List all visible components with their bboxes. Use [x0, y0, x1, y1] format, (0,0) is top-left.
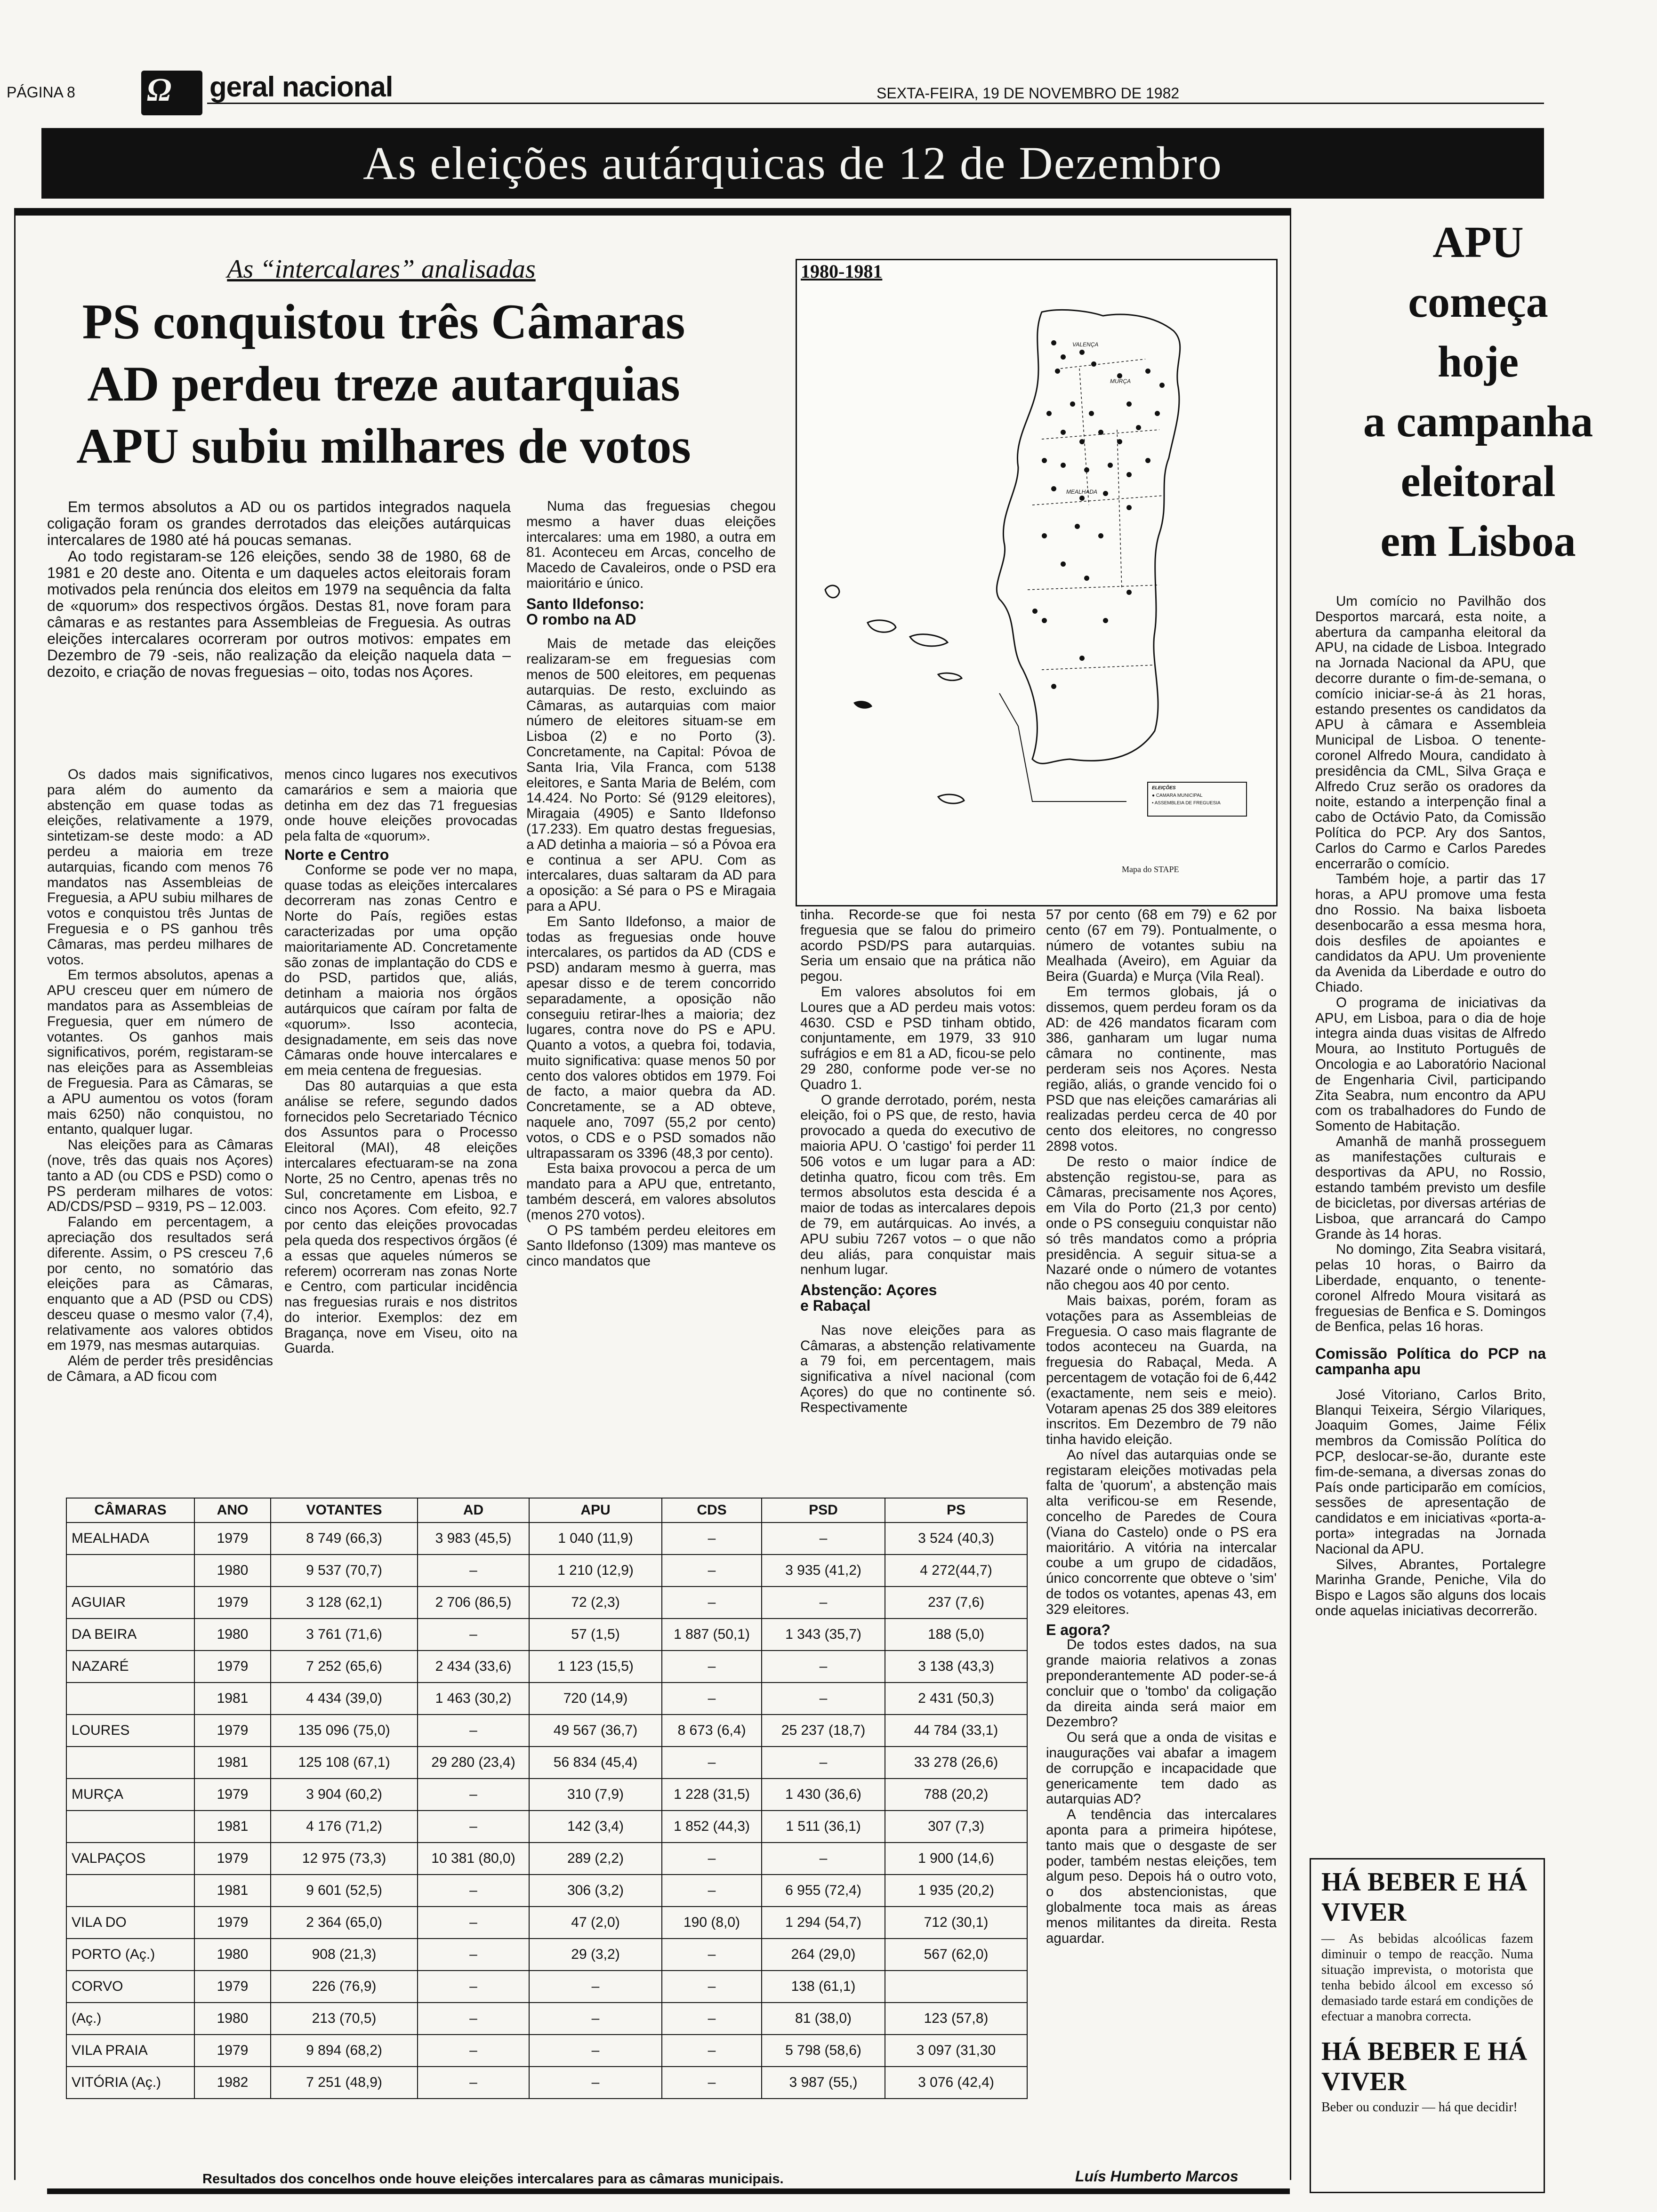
table-cell: –	[762, 1523, 885, 1555]
table-cell	[66, 1683, 194, 1715]
table-cell: 142 (3,4)	[529, 1811, 662, 1843]
table-cell: 720 (14,9)	[529, 1683, 662, 1715]
table-header-cell: PS	[885, 1498, 1027, 1523]
table-cell: 4 434 (39,0)	[271, 1683, 418, 1715]
col3-subhead-line-2: O rombo na AD	[526, 610, 636, 628]
article-col-2	[284, 767, 517, 1356]
table-row	[66, 1715, 1027, 1747]
col3-para: Em Santo Ildefonso, a maior de todas as freguesias onde houve intercalares, os partidos da AD (CDS e PSD) andaram mesmo à guerra, mas apesar disso e de terem concorrido separadamente, a oposição não conseguiu retirar-lhes a maioria; dez lugares, contra nove do PS e APU. Quanto a votos, a quebra foi, todavia, muito significativa: quase menos 50 por cento dos valores obtidos em 1979. Foi de facto, a maior quebra da AD. Concretamente, se a AD obteve, naquele ano, 7097 (55,2 por cento) votos, o CDS e o PSD somados não ultrapassaram os 3396 (48,3 por cento).	[526, 914, 776, 1161]
col1-para: Em termos absolutos, apenas a APU cresceu quer em número de mandatos para as Assembleias de Freguesia, quer em número de votantes. Os ganhos mais significativos, porém, registaram-se nas eleições para as Assembleias de Freguesia. Para as Câmaras, se a APU aumentou os votos (foram mais 6250) não conquistou, no entanto, qualquer lugar.	[47, 967, 273, 1138]
table-cell: 1 852 (44,3)	[662, 1811, 762, 1843]
table-cell: –	[762, 1747, 885, 1779]
table-cell: 2 434 (33,6)	[418, 1651, 529, 1683]
col4-subhead-line-1: Abstenção: Açores	[800, 1282, 937, 1299]
map-label: VALENÇA	[1072, 341, 1099, 348]
table-cell: 2 706 (86,5)	[418, 1587, 529, 1619]
table-cell: 3 097 (31,30	[885, 2035, 1027, 2067]
side-para: Um comício no Pavilhão dos Desportos marcará, esta noite, a abertura da campanha eleitoral da APU, na cidade de Lisboa. Integrado na Jornada Nacional da APU, que decorre durante o fim-de-semana, o comício iniciar-se-á às 21 horas, estando presentes os candidatos da APU à câmara e Assembleia Municipal de Lisboa. O tenente-coronel Alfredo Moura, candidato à presidência da CML, Silva Graça e Alfredo Cruz serão os oradores da noite, estando a interpenção final a cabo de Octávio Pato, da Comissão Política do PCP. Ary dos Santos, Carlos do Carmo e Carlos Paredes encerrarão o comício.	[1315, 593, 1546, 872]
table-cell: 8 749 (66,3)	[271, 1523, 418, 1555]
table-cell: 1 040 (11,9)	[529, 1523, 662, 1555]
map-credit: Mapa do STAPE	[1122, 865, 1179, 874]
table-cell: –	[662, 2003, 762, 2035]
col2-subhead: Norte e Centro	[284, 846, 389, 863]
table-cell: 9 894 (68,2)	[271, 2035, 418, 2067]
table-cell: 10 381 (80,0)	[418, 1843, 529, 1875]
article-col-3	[526, 499, 776, 1269]
table-cell: PORTO (Aç.)	[66, 1939, 194, 1971]
side-headline-line: em Lisboa	[1380, 517, 1576, 566]
table-cell: VILA PRAIA	[66, 2035, 194, 2067]
table-cell: 3 935 (41,2)	[762, 1555, 885, 1587]
table-row	[66, 1523, 1027, 1555]
table-cell: –	[662, 1971, 762, 2003]
col2-para: menos cinco lugares nos executivos camarários e sem a maioria que detinha em dez das 71 freguesias onde houve eleições provocadas pela falta de «quorum».	[284, 767, 517, 844]
col5-para: De resto o maior índice de abstenção registou-se, para as Câmaras, precisamente nos Açores, em Vila do Porto (21,3 por cento) onde o PS conseguiu conquistar não só três mandatos como a própria presidência. A seguir situa-se a Nazaré onde o número de votantes não chegou aos 40 por cento.	[1046, 1154, 1277, 1293]
article-col-4	[800, 907, 1036, 1416]
table-cell: 1 343 (35,7)	[762, 1619, 885, 1651]
headline	[38, 291, 730, 477]
headline-line-3: APU subiu milhares de votos	[76, 418, 691, 473]
table-cell: –	[762, 1683, 885, 1715]
table-cell	[885, 1971, 1027, 2003]
map-azores-4	[938, 673, 962, 680]
table-cell: –	[418, 1715, 529, 1747]
table-cell: –	[418, 1971, 529, 2003]
table-cell: 237 (7,6)	[885, 1587, 1027, 1619]
table-cell: 226 (76,9)	[271, 1971, 418, 2003]
col1-para: Nas eleições para as Câmaras (nove, três das quais nos Açores) tanto a AD (ou CDS e PSD) como o PS perderam milhares de votos: AD/CDS/PSD – 9319, PS – 12.003.	[47, 1137, 273, 1215]
table-cell: 7 252 (65,6)	[271, 1651, 418, 1683]
table-cell: 289 (2,2)	[529, 1843, 662, 1875]
table-cell: 1979	[194, 1907, 271, 1939]
table-header-cell: CÂMARAS	[66, 1498, 194, 1523]
table-cell: 567 (62,0)	[885, 1939, 1027, 1971]
table-cell: 1981	[194, 1683, 271, 1715]
col4-subhead	[800, 1282, 1036, 1314]
table-cell: –	[762, 1651, 885, 1683]
table-cell: –	[662, 1843, 762, 1875]
table-cell: MURÇA	[66, 1779, 194, 1811]
table-cell: 1980	[194, 1939, 271, 1971]
col5-para: Ou será que a onda de visitas e inaugurações vai abafar a imagem de corrupção e incapacidade que genericamente tem dado as autarquias AD?	[1046, 1730, 1277, 1807]
table-row	[66, 1971, 1027, 2003]
table-cell: –	[418, 1779, 529, 1811]
headline-line-2: AD perdeu treze autarquias	[87, 356, 680, 411]
side-headline-line: começa	[1408, 278, 1548, 327]
frame-left	[14, 208, 16, 2180]
table-cell: 1 210 (12,9)	[529, 1555, 662, 1587]
table-cell: 1 463 (30,2)	[418, 1683, 529, 1715]
table-cell: 1980	[194, 1555, 271, 1587]
table-cell: 1980	[194, 1619, 271, 1651]
table-cell: 1979	[194, 1843, 271, 1875]
table-cell: 8 673 (6,4)	[662, 1715, 762, 1747]
table-row	[66, 1619, 1027, 1651]
table-cell: –	[662, 1523, 762, 1555]
table-cell: 1 900 (14,6)	[885, 1843, 1027, 1875]
table-cell: 1 935 (20,2)	[885, 1875, 1027, 1907]
table-cell	[66, 1555, 194, 1587]
table-cell: MEALHADA	[66, 1523, 194, 1555]
table-cell: –	[529, 2003, 662, 2035]
col5-para: Em termos globais, já o dissemos, quem perdeu foram os da AD: de 426 mandatos ficaram com 386, ganharam um lugar numa câmara no continente, mas perderam seis nos Açores. Nesta região, aliás, o grande vencido foi o PSD que nas eleições camarárias ali realizadas perdeu cerca de 40 por cento dos eleitores, no congresso 2898 votos.	[1046, 984, 1277, 1154]
map-azores-3	[910, 634, 948, 646]
table-cell: –	[529, 2035, 662, 2067]
map-legend-item: • ASSEMBLEIA DE FREGUESIA	[1152, 801, 1221, 806]
table-cell	[66, 1747, 194, 1779]
section-logo-mark: Ω	[147, 72, 172, 108]
table-cell	[66, 1875, 194, 1907]
map-legend-title: ELEIÇÕES	[1152, 785, 1176, 791]
table-row	[66, 1747, 1027, 1779]
table-row	[66, 1683, 1027, 1715]
table-cell: –	[662, 1651, 762, 1683]
map-ocean-border	[999, 693, 1126, 801]
col4-subhead-line-2: e Rabaçal	[800, 1297, 871, 1314]
table-row	[66, 1779, 1027, 1811]
table-cell: 3 128 (62,1)	[271, 1587, 418, 1619]
col5-para: Mais baixas, porém, foram as votações para as Assembleias de Freguesia. O caso mais flagrante de todos aconteceu na Guarda, na freguesia do Rabaçal, Meda. A percentagem de votação foi de 6,442 (exactamente, nem seis e meio). Votaram apenas 25 dos 389 eleitores inscritos. Em Dezembro de 79 não tinha havido eleição.	[1046, 1292, 1277, 1448]
table-cell: 81 (38,0)	[762, 2003, 885, 2035]
table-cell: –	[662, 1587, 762, 1619]
col4-para: Em valores absolutos foi em Loures que a AD perdeu mais votos: 4630. CSD e PSD tinham obtido, conjuntamente, em 1979, 33 910 sufrágios e em 81 a AD, ficou-se pelo 29 280, conforme pode ver-se no Quadro 1.	[800, 984, 1036, 1092]
map-azores-1	[825, 585, 839, 598]
headline-line-1: PS conquistou três Câmaras	[82, 294, 685, 349]
col5-subhead: E agora?	[1046, 1621, 1110, 1638]
map-madeira	[938, 794, 964, 803]
lead-para-2: Ao todo registaram-se 126 eleições, sendo 38 de 1980, 68 de 1981 e 20 deste ano. Oitenta e um daqueles actos eleitorais foram motivados pela renúncia dos eleitos em 1979 na sequência da falta de «quorum» dos respectivos órgãos. Destas 81, nove foram para câmaras e as restantes para Assembleias de Freguesia. As outras eleições intercalares ocorreram por outros motivos: empates em Dezembro de 79 -seis, não realização da eleição naquela data – dezoito, e criação de novas freguesias – oito, todas nos Açores.	[47, 548, 511, 680]
table-cell: 57 (1,5)	[529, 1619, 662, 1651]
frame-right	[1290, 208, 1291, 2180]
table-row	[66, 2003, 1027, 2035]
table-cell: 1 228 (31,5)	[662, 1779, 762, 1811]
table-row	[66, 1651, 1027, 1683]
table-cell: 2 431 (50,3)	[885, 1683, 1027, 1715]
col4-para: O grande derrotado, porém, nesta eleição, foi o PS que, de resto, havia provocado a queda do executivo de maioria APU. O 'castigo' foi perder 11 506 votos e um lugar para a AD: detinha quatro, ficou com três. Em termos absolutos esta descida é a maior de todas as intercalares depois de 79, em autárquicas. Ao invés, a APU subiu 7267 votos – o que não deu aliás, para conquistar mais nenhum lugar.	[800, 1092, 1036, 1278]
ad-text: Beber ou conduzir — há que decidir!	[1321, 2100, 1518, 2115]
table-cell: 7 251 (48,9)	[271, 2067, 418, 2099]
table-cell: 3 524 (40,3)	[885, 1523, 1027, 1555]
col3-para: Numa das freguesias chegou mesmo a haver duas eleições intercalares: uma em 1980, a outra em 81. Aconteceu em Arcas, concelho de Macedo de Cavaleiros, onde o PSD era maioritário e único.	[526, 498, 776, 591]
table-header-cell: PSD	[762, 1498, 885, 1523]
table-row	[66, 1587, 1027, 1619]
table-cell: 4 272(44,7)	[885, 1555, 1027, 1587]
issue-date: SEXTA-FEIRA, 19 DE NOVEMBRO DE 1982	[877, 85, 1180, 102]
ad-box	[1310, 1858, 1545, 2193]
table-cell: 1981	[194, 1747, 271, 1779]
results-table	[66, 1498, 1028, 2099]
table-cell: 49 567 (36,7)	[529, 1715, 662, 1747]
table-cell: 3 076 (42,4)	[885, 2067, 1027, 2099]
side-article	[1315, 594, 1546, 1619]
table-cell: 1979	[194, 1651, 271, 1683]
table-cell: 1979	[194, 1523, 271, 1555]
side-subhead: Comissão Política do PCP na campanha apu	[1315, 1345, 1546, 1378]
table-cell: 9 601 (52,5)	[271, 1875, 418, 1907]
table-cell: 12 975 (73,3)	[271, 1843, 418, 1875]
map-title: 1980-1981	[801, 261, 883, 282]
table-cell: VITÓRIA (Aç.)	[66, 2067, 194, 2099]
table-row	[66, 1555, 1027, 1587]
col5-para: Ao nível das autarquias onde se registaram eleições motivadas pela falta de 'quorum', a abstenção mais alta verificou-se em Resende, concelho de Paredes de Coura (Viana do Castelo) onde o PS era maioritário. A vitória na intercalar coube a um grupo de cidadãos, único concorrente que obteve o 'sim' de todos os votantes, apenas 43, em 329 eleitores.	[1046, 1447, 1277, 1617]
map-label: MEALHADA	[1066, 489, 1098, 495]
col1-para: Falando em percentagem, a apreciação dos resultados será diferente. Assim, o PS cresceu 7,6 por cento, no somatório das eleições para as Câmaras, enquanto que a AD (PSD ou CDS) desceu quase o mesmo valor (7,4), relativamente aos valores obtidos em 1979, nas mesmas autarquias.	[47, 1214, 273, 1354]
table-cell: 1979	[194, 1971, 271, 2003]
table-header-cell: ANO	[194, 1498, 271, 1523]
table-cell: 72 (2,3)	[529, 1587, 662, 1619]
table-cell: CORVO	[66, 1971, 194, 2003]
table-cell: –	[418, 2067, 529, 2099]
table-cell: 307 (7,3)	[885, 1811, 1027, 1843]
col2-para: Conforme se pode ver no mapa, quase todas as eleições intercalares decorreram nas zonas Centro e Norte do País, regiões estas caracterizadas por uma opção maioritariamente AD. Concretamente são zonas de implantação do CDS e do PSD, partidos que, aliás, detinham a maioria nos órgãos autárquicos que caíram por falta de «quorum». Isso acontecia, designadamente, em seis das nove Câmaras onde houve intercalares e em meia centena de freguesias.	[284, 862, 517, 1079]
col5-para: De todos estes dados, na sua grande maioria relativos a zonas preponderantemente AD poder-se-á concluir que o 'tombo' da coligação da direita ainda será maior em Dezembro?	[1046, 1637, 1277, 1730]
table-cell: 1979	[194, 1587, 271, 1619]
col5-para: 57 por cento (68 em 79) e 62 por cento (67 em 79). Pontualmente, o número de votantes subiu na Mealhada (Aveiro), em Aguiar da Beira (Guarda) e Murça (Vila Real).	[1046, 907, 1277, 985]
table-cell: –	[529, 1971, 662, 2003]
table-cell: 3 904 (60,2)	[271, 1779, 418, 1811]
table-cell: –	[529, 2067, 662, 2099]
table-cell: 1 123 (15,5)	[529, 1651, 662, 1683]
col3-para: O PS também perdeu eleitores em Santo Ildefonso (1309) mas manteve os cinco mandatos que	[526, 1222, 776, 1269]
table-cell: 5 798 (58,6)	[762, 2035, 885, 2067]
bottom-rule	[47, 2188, 1290, 2194]
table-cell: 29 (3,2)	[529, 1939, 662, 1971]
table-cell: –	[418, 2003, 529, 2035]
map-legend	[1147, 782, 1247, 817]
table-row	[66, 2035, 1027, 2067]
table-cell: 310 (7,9)	[529, 1779, 662, 1811]
map-azores-5	[853, 701, 872, 709]
table-cell: 712 (30,1)	[885, 1907, 1027, 1939]
article-col-1	[47, 767, 273, 1385]
side-para: Amanhã de manhã prosseguem as manifestações culturais e desportivas da APU, no Rossio, estando também previsto um desfile de bicicletas, por diversas artérias de Lisboa, que arrancará do Campo Grande às 14 horas.	[1315, 1133, 1546, 1242]
side-para: Silves, Abrantes, Portalegre Marinha Grande, Peniche, Vila do Bispo e Lagos são alguns dos locais onde aquelas iniciativas decorrerão.	[1315, 1556, 1546, 1619]
table-caption: Resultados dos concelhos onde houve eleições intercalares para as câmaras municipais.	[202, 2172, 784, 2187]
table-cell: 788 (20,2)	[885, 1779, 1027, 1811]
col5-para: A tendência das intercalares aponta para a primeira hipótese, tanto mais que o desgaste de ser poder, também nestas eleições, tem algum peso. Depois há o outro voto, o dos abstencionistas, que globalmente toca mais as áreas menos militantes da direita. Resta aguardar.	[1046, 1807, 1277, 1946]
table-cell: –	[762, 1843, 885, 1875]
table-header-cell: APU	[529, 1498, 662, 1523]
table-cell: 1981	[194, 1811, 271, 1843]
table-cell: –	[662, 1747, 762, 1779]
table-cell: –	[418, 1939, 529, 1971]
col2-para: Das 80 autarquias a que esta análise se refere, segundo dados fornecidos pelo Secretariado Técnico dos Assuntos para o Processo Eleitoral (MAI), 48 eleições intercalares efectuaram-se na zona Norte, 25 no Centro, apenas três no Sul, concretamente em Lisboa, e cinco nos Açores. Com efeito, 92.7 por cento das eleições provocadas pela queda dos respectivos órgãos (é a essas que aqueles números se referem) ocorreram nas zonas Norte e Centro, com particular incidência nas freguesias rurais e nos distritos do interior. Exemplos: dez em Bragança, nove em Viseu, oito na Guarda.	[284, 1078, 517, 1356]
table-header-cell: CDS	[662, 1498, 762, 1523]
table-cell: (Aç.)	[66, 2003, 194, 2035]
col4-para: tinha. Recorde-se que foi nesta freguesia que se falou do primeiro acordo PSD/PS para autarquias. Seria um ensaio que na prática não pegou.	[800, 907, 1036, 985]
table-cell: 1 430 (36,6)	[762, 1779, 885, 1811]
map-mainland-outline	[997, 310, 1180, 763]
table-cell: 264 (29,0)	[762, 1939, 885, 1971]
table-cell: –	[762, 1587, 885, 1619]
table-cell: 3 761 (71,6)	[271, 1619, 418, 1651]
ad-text: — As bebidas alcoólicas fazem diminuir o tempo de reacção. Numa situação imprevista, o motorista que tenha bebido álcool em excesso só demasiado tarde estará em condições de efectuar a manobra correcta.	[1321, 1931, 1533, 2024]
side-headline-line: hoje	[1437, 337, 1519, 386]
ad-title: HÁ BEBER E HÁ VIVER	[1321, 1867, 1528, 1927]
table-cell: 1979	[194, 2035, 271, 2067]
table-cell: 4 176 (71,2)	[271, 1811, 418, 1843]
byline: Luís Humberto Marcos	[1075, 2168, 1239, 2185]
table-cell: 1981	[194, 1875, 271, 1907]
table-cell: 213 (70,5)	[271, 2003, 418, 2035]
col4-para: Nas nove eleições para as Câmaras, a abstenção relativamente a 79 foi, em percentagem, mais significativa a nível nacional (com Açores) do que no continente só. Respectivamente	[800, 1322, 1036, 1415]
table-cell: 125 108 (67,1)	[271, 1747, 418, 1779]
col3-subhead-line-1: Santo Ildefonso:	[526, 595, 644, 612]
table-cell: –	[662, 1875, 762, 1907]
table-cell: 3 138 (43,3)	[885, 1651, 1027, 1683]
table-cell: –	[418, 1907, 529, 1939]
table-row	[66, 1875, 1027, 1907]
table-cell: –	[418, 2035, 529, 2067]
table-cell: 123 (57,8)	[885, 2003, 1027, 2035]
map-frame	[796, 259, 1278, 906]
table-cell: LOURES	[66, 1715, 194, 1747]
table-cell: 1980	[194, 2003, 271, 2035]
article-col-5	[1046, 907, 1277, 1946]
table-cell: AGUIAR	[66, 1587, 194, 1619]
table-cell: VALPAÇOS	[66, 1843, 194, 1875]
table-cell: –	[418, 1811, 529, 1843]
side-headline-line: eleitoral	[1400, 457, 1556, 506]
table-cell	[66, 1811, 194, 1843]
table-cell: 56 834 (45,4)	[529, 1747, 662, 1779]
table-cell: –	[662, 2035, 762, 2067]
kicker: As “intercalares” analisadas	[227, 255, 536, 284]
map-district-lines	[1028, 359, 1164, 670]
table-row	[66, 2067, 1027, 2099]
map-legend-item: ● CAMARA MUNICIPAL	[1152, 793, 1203, 798]
map-legend-label: ASSEMBLEIA DE FREGUESIA	[1154, 801, 1221, 806]
table-cell: VILA DO	[66, 1907, 194, 1939]
results-table-wrap	[66, 1498, 1028, 2099]
table-cell: 1 511 (36,1)	[762, 1811, 885, 1843]
side-headline-line: APU	[1432, 218, 1524, 267]
table-cell: 25 237 (18,7)	[762, 1715, 885, 1747]
table-header-cell: AD	[418, 1498, 529, 1523]
header-rule	[207, 103, 1544, 104]
table-cell: DA BEIRA	[66, 1619, 194, 1651]
table-cell: –	[418, 1555, 529, 1587]
table-cell: 1979	[194, 1779, 271, 1811]
table-cell: 138 (61,1)	[762, 1971, 885, 2003]
side-para: José Vitoriano, Carlos Brito, Blanqui Teixeira, Sérgio Vilariques, Joaquim Gomes, Jaime Félix membros da Comissão Política do PCP, deslocar-se-ão, durante este fim-de-semana, a diversas zonas do País onde participarão em comícios, sessões de apresentação de candidatos e em iniciativas «porta-a-porta» integradas na Jornada Nacional da APU.	[1315, 1387, 1546, 1557]
table-row	[66, 1811, 1027, 1843]
table-row	[66, 1843, 1027, 1875]
table-cell: NAZARÉ	[66, 1651, 194, 1683]
side-headline	[1299, 213, 1657, 571]
side-headline-line: a campanha	[1363, 397, 1593, 446]
table-cell: 1982	[194, 2067, 271, 2099]
map-azores-2	[868, 620, 896, 632]
map-label: MURÇA	[1110, 378, 1131, 385]
table-cell: –	[662, 2067, 762, 2099]
table-cell: –	[418, 1875, 529, 1907]
table-cell: 47 (2,0)	[529, 1907, 662, 1939]
side-para: Também hoje, a partir das 17 horas, a APU promove uma festa dno Rossio. Na baixa lisboeta desenbocarão a essa mesma hora, dois desfiles de apoiantes e candidatos da APU. Um proveniente da Avenida da Liberdade e outro do Chiado.	[1315, 871, 1546, 995]
table-cell: 2 364 (65,0)	[271, 1907, 418, 1939]
table-cell: 190 (8,0)	[662, 1907, 762, 1939]
map-legend-label: CAMARA MUNICIPAL	[1156, 793, 1203, 798]
side-para: O programa de iniciativas da APU, em Lisboa, para o dia de hoje integra ainda duas visitas de Alfredo Moura, ao Instituto Português de Oncologia e ao Laboratório Nacional de Engenharia Civil, participando Zita Seabra, num encontro da APU com os trabalhadores do Fundo de Somento de Habitação.	[1315, 994, 1546, 1134]
table-cell: 188 (5,0)	[885, 1619, 1027, 1651]
table-cell: 135 096 (75,0)	[271, 1715, 418, 1747]
table-cell: 1 294 (54,7)	[762, 1907, 885, 1939]
ad-title: HÁ BEBER E HÁ VIVER	[1321, 2037, 1528, 2096]
col3-para: Esta baixa provocou a perca de um mandato para a APU que, entretanto, também descerá, em valores absolutos (menos 270 votos).	[526, 1161, 776, 1223]
table-cell: 1979	[194, 1715, 271, 1747]
col3-para: Mais de metade das eleições realizaram-se em freguesias com menos de 500 eleitores, em pequenas autarquias. De resto, excluindo as Câmaras, as autarquias com maior número de eleitores situam-se em Lisboa (2) e no Porto (3). Concretamente, na Capital: Póvoa de Santa Iria, Vila Franca, com 5138 eleitores, e Santa Maria de Belém, com 14.424. No Porto: Sé (9129 eleitores), Miragaia (4905) e Santo Ildefonso (17.233). Em quatro destas freguesias, a AD detinha a maioria – só a Póvoa era e continua a ser APU. Com as intercalares, duas saltaram da AD para a oposição: a Sé para o PS e Miragaia para a APU.	[526, 636, 776, 914]
table-cell: 1 887 (50,1)	[662, 1619, 762, 1651]
table-cell: 908 (21,3)	[271, 1939, 418, 1971]
banner: As eleições autárquicas de 12 de Dezembro	[41, 128, 1544, 199]
table-cell: 3 983 (45,5)	[418, 1523, 529, 1555]
col1-para: Além de perder três presidências de Câmara, a AD ficou com	[47, 1353, 273, 1385]
table-cell: –	[418, 1619, 529, 1651]
table-cell: –	[662, 1555, 762, 1587]
table-cell: –	[662, 1939, 762, 1971]
side-para: No domingo, Zita Seabra visitará, pelas 10 horas, o Bairro da Liberdade, enquanto, o tenente-coronel Alfredo Moura visitará as freguesias de Benfica e S. Domingos de Benfica, pelas 16 horas.	[1315, 1242, 1546, 1335]
table-cell: 44 784 (33,1)	[885, 1715, 1027, 1747]
lead	[47, 499, 511, 680]
table-cell: 29 280 (23,4)	[418, 1747, 529, 1779]
section-title: geral nacional	[209, 71, 393, 103]
banner-rule	[14, 208, 1291, 216]
table-header-cell: VOTANTES	[271, 1498, 418, 1523]
table-cell: 306 (3,2)	[529, 1875, 662, 1907]
col1-para: Os dados mais significativos, para além do aumento da abstenção em quase todas as eleições, relativamente a 1979, sintetizam-se deste modo: a AD perdeu a maioria em treze autarquias, ficando com menos 76 mandatos nas Assembleias de Freguesia, a APU subiu milhares de votos e conquistou três Juntas de Freguesia e o PS ganhou três Câmaras, mas perdeu milhares de votos.	[47, 767, 273, 968]
table-cell: –	[662, 1683, 762, 1715]
col3-subhead	[526, 596, 776, 627]
table-cell: 9 537 (70,7)	[271, 1555, 418, 1587]
table-cell: 6 955 (72,4)	[762, 1875, 885, 1907]
table-row	[66, 1939, 1027, 1971]
table-header-row	[66, 1498, 1027, 1523]
table-row	[66, 1907, 1027, 1939]
table-cell: 33 278 (26,6)	[885, 1747, 1027, 1779]
table-cell: 3 987 (55,)	[762, 2067, 885, 2099]
page-number: PÁGINA 8	[7, 84, 75, 101]
lead-para-1: Em termos absolutos a AD ou os partidos integrados naquela coligação foram os grandes derrotados das eleições autárquicas intercalares de 1980 até há poucas semanas.	[47, 498, 511, 548]
